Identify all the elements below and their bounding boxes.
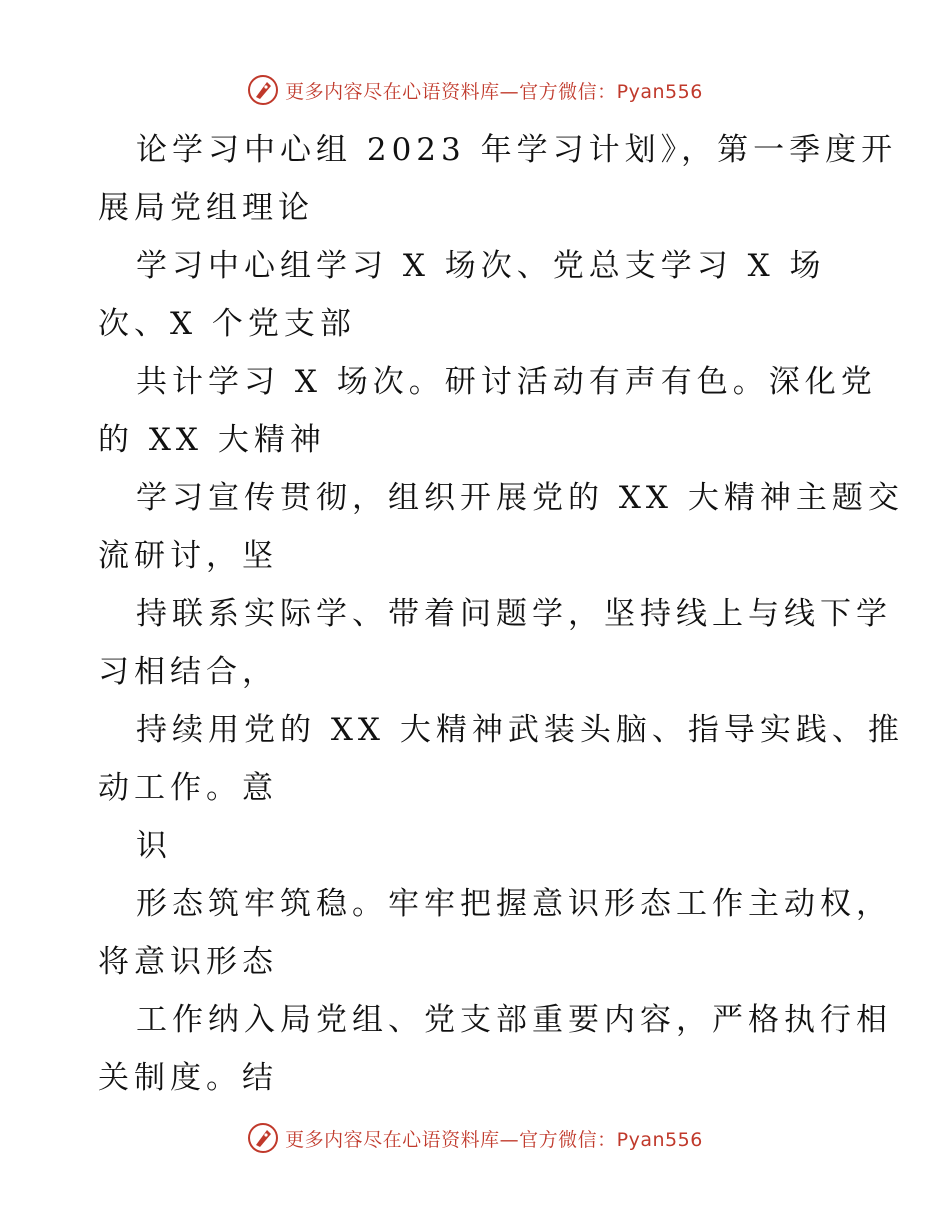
text-line: 形态筑牢筑稳。牢牢把握意识形态工作主动权， — [136, 886, 892, 922]
text-line: 持续用党的 XX 大精神武装头脑、指导实践、推 — [136, 712, 904, 748]
footer-watermark — [0, 1118, 950, 1158]
text-line: 动工作。意 — [98, 770, 278, 806]
text-line: 学习中心组学习 X 场次、党总支学习 X 场 — [136, 248, 826, 284]
watermark-text: 更多内容尽在心语资料库—官方微信：Pyan556 — [285, 1128, 703, 1151]
text-line: 次、X 个党支部 — [98, 306, 356, 342]
text-line: 关制度。结 — [98, 1060, 278, 1096]
text-line: 的 XX 大精神 — [98, 422, 326, 458]
watermark-text: 更多内容尽在心语资料库—官方微信：Pyan556 — [285, 80, 703, 103]
text-line: 学习宣传贯彻，组织开展党的 XX 大精神主题交 — [136, 480, 904, 516]
text-line: 持联系实际学、带着问题学，坚持线上与线下学 — [136, 596, 892, 632]
text-line: 习相结合， — [98, 654, 278, 690]
pen-nib-logo-icon — [247, 74, 279, 106]
text-line: 流研讨，坚 — [98, 538, 278, 574]
text-line: 论学习中心组 2023 年学习计划》，第一季度开 — [136, 132, 898, 168]
header-watermark — [0, 70, 950, 110]
text-line: 将意识形态 — [98, 944, 278, 980]
text-line: 识 — [136, 828, 172, 864]
text-line: 展局党组理论 — [98, 190, 314, 226]
text-line: 共计学习 X 场次。研讨活动有声有色。深化党 — [136, 364, 877, 400]
pen-nib-logo-icon — [247, 1122, 279, 1154]
text-line: 工作纳入局党组、党支部重要内容，严格执行相 — [136, 1002, 892, 1038]
